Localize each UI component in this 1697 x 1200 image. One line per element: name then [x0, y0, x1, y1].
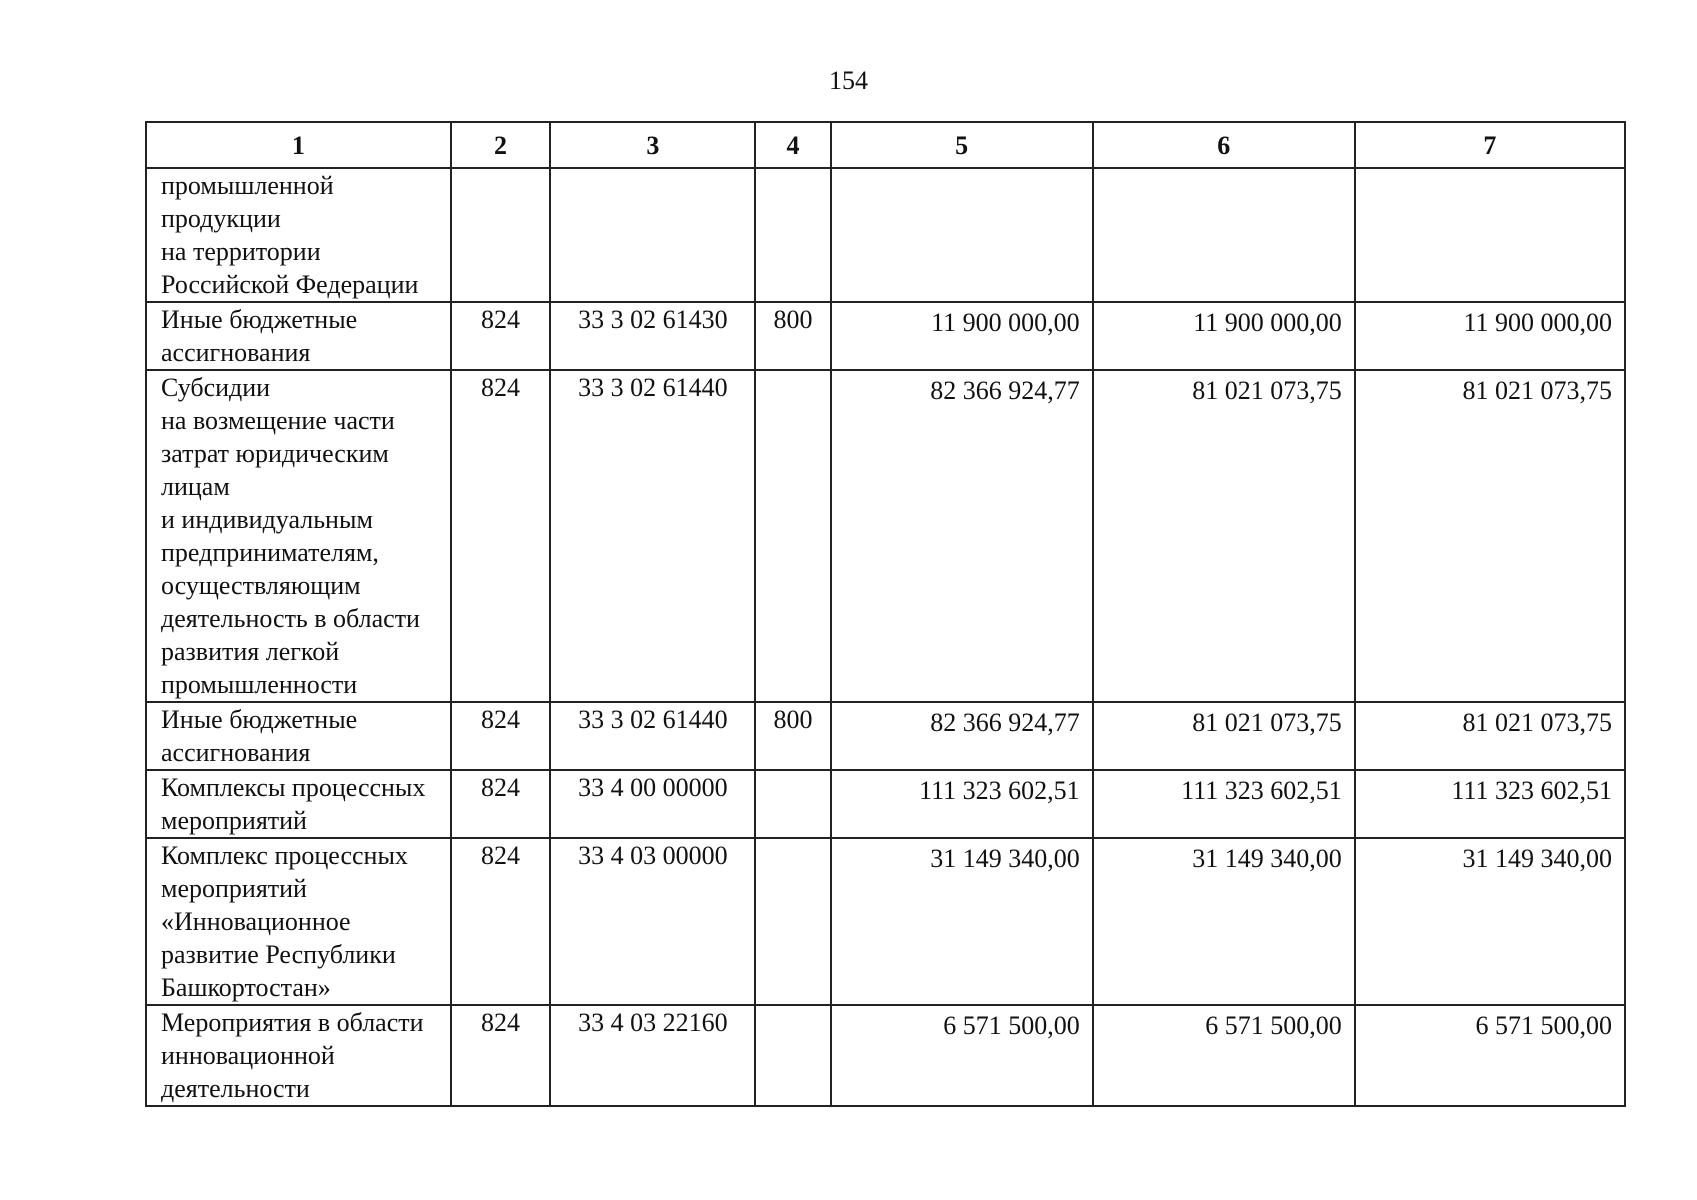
- row-vr-cell: [755, 770, 830, 838]
- row-grbs-cell: 824: [451, 770, 551, 838]
- row-grbs-cell: 824: [451, 838, 551, 1005]
- row-value-6-cell: 6 571 500,00: [1093, 1005, 1355, 1106]
- row-name-line: деятельности: [161, 1074, 310, 1103]
- row-name-line: Комплекс процессных: [161, 841, 408, 870]
- row-value-7-cell: 81 021 073,75: [1355, 702, 1625, 770]
- row-name-line: и индивидуальным: [161, 505, 373, 534]
- column-header-5: 5: [831, 122, 1093, 168]
- row-name-line: предпринимателям,: [161, 538, 379, 567]
- row-name-line: лицам: [161, 472, 230, 501]
- row-name-line: Мероприятия в области: [161, 1008, 424, 1037]
- row-value-5-cell: 31 149 340,00: [831, 838, 1093, 1005]
- row-value-6-cell: 81 021 073,75: [1093, 702, 1355, 770]
- row-name-line: на возмещение части: [161, 406, 395, 435]
- table-row: [146, 370, 1625, 702]
- table-row: [146, 168, 1625, 302]
- row-value-7-cell: [1355, 168, 1625, 302]
- row-name-cell: [146, 770, 451, 838]
- row-value-7-cell: 11 900 000,00: [1355, 302, 1625, 370]
- row-name-line: на территории: [161, 237, 321, 266]
- row-name-line: Иные бюджетные: [161, 705, 358, 734]
- column-header-7: 7: [1355, 122, 1625, 168]
- row-grbs-cell: [451, 168, 551, 302]
- row-value-7-cell: 81 021 073,75: [1355, 370, 1625, 702]
- row-value-7-cell: 6 571 500,00: [1355, 1005, 1625, 1106]
- row-vr-cell: [755, 370, 830, 702]
- row-name-cell: [146, 702, 451, 770]
- row-vr-cell: [755, 838, 830, 1005]
- row-name-line: «Инновационное: [161, 907, 351, 936]
- table-row: [146, 1005, 1625, 1106]
- row-name-line: осуществляющим: [161, 571, 361, 600]
- table-row: [146, 302, 1625, 370]
- page-number: 154: [829, 66, 868, 95]
- column-header-4: 4: [755, 122, 830, 168]
- row-value-7-cell: 31 149 340,00: [1355, 838, 1625, 1005]
- row-name-line: инновационной: [161, 1041, 335, 1070]
- row-name-line: мероприятий: [161, 806, 307, 835]
- row-name-cell: [146, 302, 451, 370]
- row-vr-cell: [755, 1005, 830, 1106]
- row-csr-cell: 33 4 03 22160: [550, 1005, 755, 1106]
- row-name-cell: [146, 168, 451, 302]
- row-name-line: промышленной: [161, 171, 334, 200]
- row-grbs-cell: 824: [451, 302, 551, 370]
- row-name-line: промышленности: [161, 670, 358, 699]
- row-csr-cell: 33 4 00 00000: [550, 770, 755, 838]
- row-value-6-cell: [1093, 168, 1355, 302]
- row-name-line: Субсидии: [161, 373, 271, 402]
- row-vr-cell: 800: [755, 302, 830, 370]
- table-row: [146, 770, 1625, 838]
- row-grbs-cell: 824: [451, 702, 551, 770]
- column-header-2: 2: [451, 122, 551, 168]
- row-name-line: Комплексы процессных: [161, 773, 426, 802]
- row-name-line: Башкортостан»: [161, 973, 331, 1002]
- row-name-cell: [146, 838, 451, 1005]
- row-name-cell: [146, 370, 451, 702]
- row-value-5-cell: 111 323 602,51: [831, 770, 1093, 838]
- row-value-5-cell: 82 366 924,77: [831, 370, 1093, 702]
- row-value-7-cell: 111 323 602,51: [1355, 770, 1625, 838]
- row-csr-cell: [550, 168, 755, 302]
- row-value-5-cell: 82 366 924,77: [831, 702, 1093, 770]
- row-vr-cell: [755, 168, 830, 302]
- row-value-6-cell: 11 900 000,00: [1093, 302, 1355, 370]
- table-row: [146, 702, 1625, 770]
- row-name-line: ассигнования: [161, 738, 311, 767]
- row-name-line: Российской Федерации: [161, 270, 419, 299]
- row-name-line: затрат юридическим: [161, 439, 389, 468]
- column-header-3: 3: [550, 122, 755, 168]
- row-value-5-cell: 11 900 000,00: [831, 302, 1093, 370]
- row-name-line: мероприятий: [161, 874, 307, 903]
- row-name-line: развития легкой: [161, 637, 340, 666]
- row-name-line: ассигнования: [161, 338, 311, 367]
- row-csr-cell: 33 3 02 61440: [550, 370, 755, 702]
- table-row: [146, 838, 1625, 1005]
- row-value-6-cell: 81 021 073,75: [1093, 370, 1355, 702]
- row-csr-cell: 33 4 03 00000: [550, 838, 755, 1005]
- row-name-line: продукции: [161, 204, 281, 233]
- column-header-6: 6: [1093, 122, 1355, 168]
- column-header-1: 1: [146, 122, 451, 168]
- budget-table: [145, 121, 1626, 1107]
- row-csr-cell: 33 3 02 61440: [550, 702, 755, 770]
- row-name-line: Иные бюджетные: [161, 305, 358, 334]
- header-row: [146, 122, 1625, 168]
- row-name-line: развитие Республики: [161, 940, 396, 969]
- row-csr-cell: 33 3 02 61430: [550, 302, 755, 370]
- row-value-5-cell: [831, 168, 1093, 302]
- row-name-cell: [146, 1005, 451, 1106]
- row-name-line: деятельность в области: [161, 604, 420, 633]
- row-grbs-cell: 824: [451, 370, 551, 702]
- row-value-6-cell: 111 323 602,51: [1093, 770, 1355, 838]
- row-value-6-cell: 31 149 340,00: [1093, 838, 1355, 1005]
- row-grbs-cell: 824: [451, 1005, 551, 1106]
- row-value-5-cell: 6 571 500,00: [831, 1005, 1093, 1106]
- row-vr-cell: 800: [755, 702, 830, 770]
